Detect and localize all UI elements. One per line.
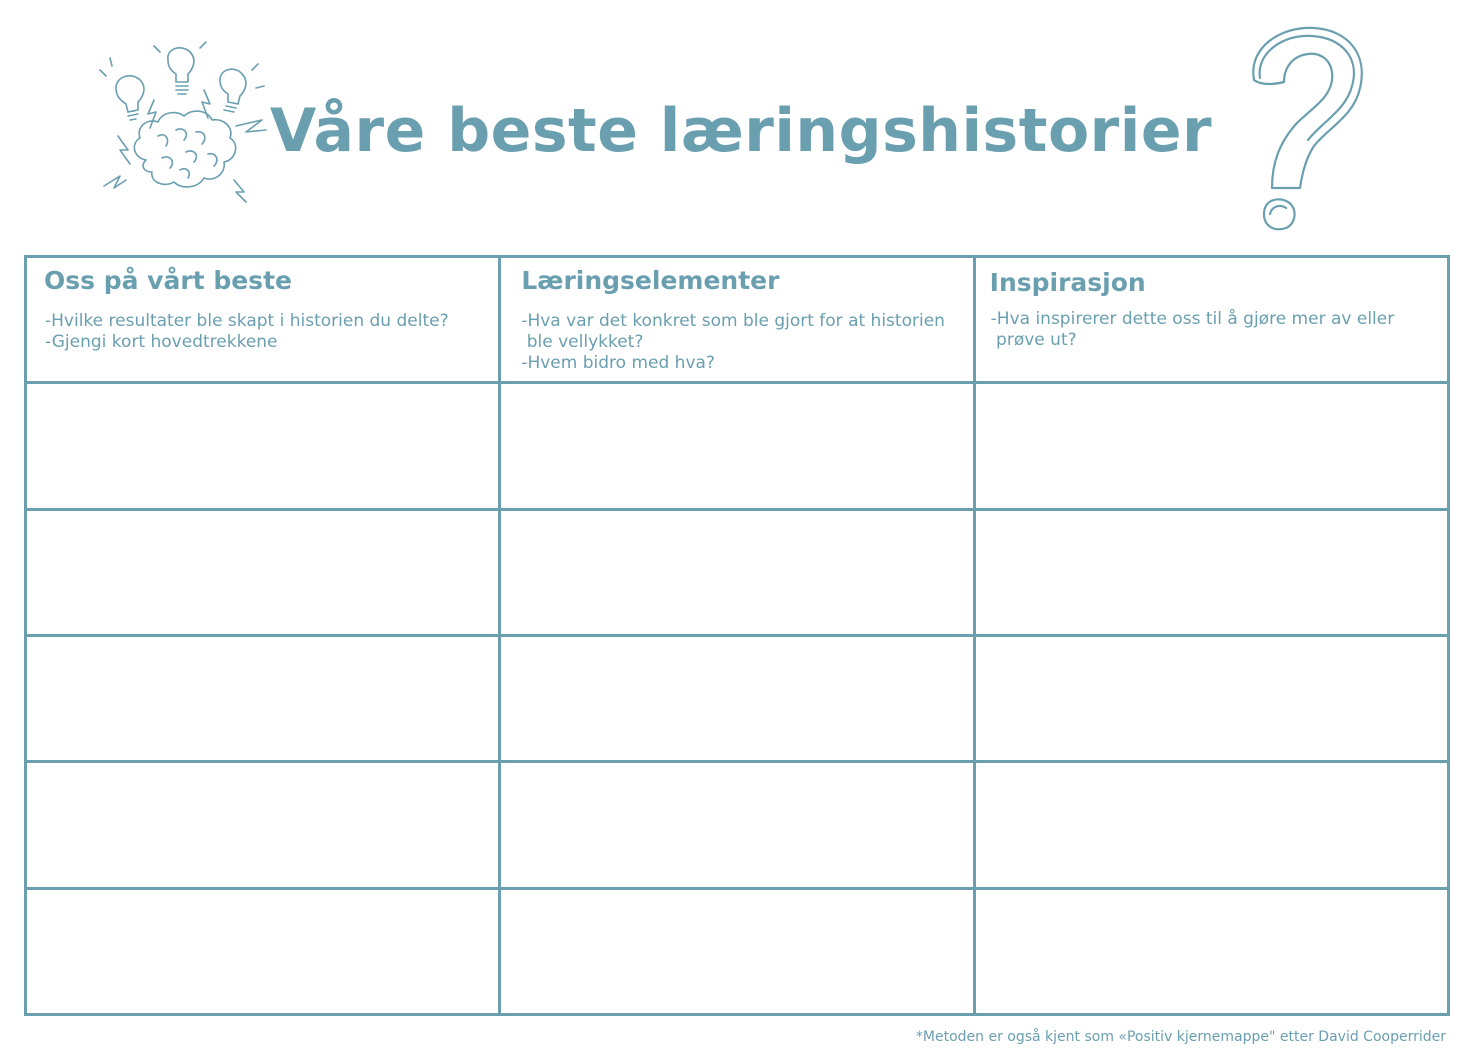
- question-line: ble vellykket?: [521, 332, 644, 352]
- writable-cell[interactable]: [500, 383, 974, 509]
- question-line: -Hva var det konkret som ble gjort for at historien: [521, 311, 945, 331]
- writable-cell[interactable]: [26, 762, 500, 888]
- table-row: [26, 762, 1449, 888]
- writable-cell[interactable]: [974, 509, 1448, 635]
- table-row: [26, 635, 1449, 761]
- writable-cell[interactable]: [974, 762, 1448, 888]
- writable-cell[interactable]: [26, 635, 500, 761]
- writable-cell[interactable]: [26, 509, 500, 635]
- writable-cell[interactable]: [500, 635, 974, 761]
- header-cell-laeringselementer: [500, 257, 974, 383]
- writable-cell[interactable]: [26, 383, 500, 509]
- writable-cell[interactable]: [500, 762, 974, 888]
- writable-cell[interactable]: [500, 888, 974, 1014]
- writable-cell[interactable]: [500, 509, 974, 635]
- column-questions: [521, 311, 972, 374]
- writable-cell[interactable]: [974, 383, 1448, 509]
- column-questions: [45, 311, 498, 353]
- page-title: Våre beste læringshistorier: [269, 96, 1213, 166]
- story-grid-table: [24, 255, 1450, 1016]
- question-line: -Hvilke resultater ble skapt i historien du delte?: [45, 311, 449, 331]
- column-questions: [991, 309, 1447, 351]
- table-row: [26, 888, 1449, 1014]
- question-line: -Gjengi kort hovedtrekkene: [45, 332, 278, 352]
- writable-cell[interactable]: [26, 888, 500, 1014]
- question-line: -Hva inspirerer dette oss til å gjøre mer av eller: [990, 309, 1395, 329]
- table-row: [26, 509, 1449, 635]
- table-header-row: [26, 257, 1449, 383]
- footnote: *Metoden er også kjent som «Positiv kjernemappe" etter David Cooperrider: [915, 1029, 1446, 1045]
- table-row: [26, 383, 1449, 509]
- question-line: -Hvem bidro med hva?: [521, 353, 715, 373]
- writable-cell[interactable]: [974, 635, 1448, 761]
- header-cell-oss-pa-vart-beste: [26, 257, 500, 383]
- column-heading: Oss på vårt beste: [44, 266, 292, 295]
- column-heading: Læringselementer: [521, 266, 780, 295]
- writable-cell[interactable]: [974, 888, 1448, 1014]
- column-heading: Inspirasjon: [989, 268, 1146, 297]
- question-line: prøve ut?: [990, 330, 1077, 350]
- header-cell-inspirasjon: [974, 257, 1448, 383]
